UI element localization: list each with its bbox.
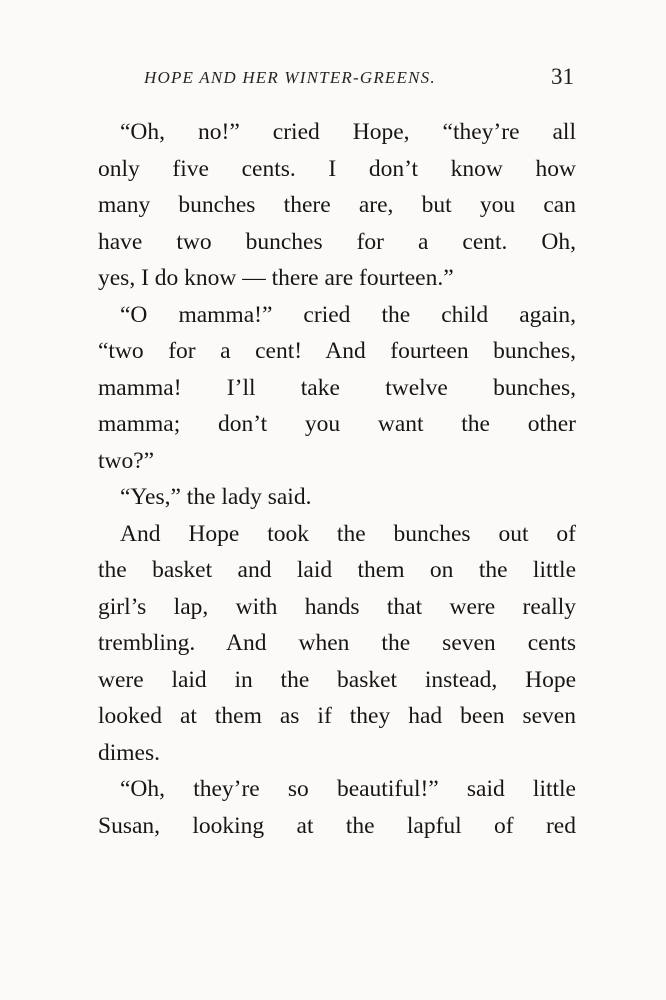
text-line: mamma! I’ll take twelve bunches,	[98, 374, 576, 401]
text-line: many bunches there are, but you can	[98, 192, 576, 218]
text-line: “Oh, they’re so beautiful!” said little	[120, 776, 576, 802]
text-line: two?”	[98, 447, 155, 474]
text-line: And Hope took the bunches out of	[120, 520, 576, 547]
text-line: “Oh, no!” cried Hope, “they’re all	[120, 119, 576, 145]
text-line: mamma; don’t you want the other	[98, 411, 576, 437]
text-line: yes, I do know — there are fourteen.”	[98, 265, 454, 291]
text-line: dimes.	[98, 739, 161, 766]
text-line: “Yes,” the lady said.	[120, 484, 312, 510]
text-line: trembling. And when the seven cents	[98, 630, 576, 656]
text-line: have two bunches for a cent. Oh,	[98, 228, 576, 255]
text-line: “O mamma!” cried the child again,	[120, 301, 576, 328]
text-line: girl’s lap, with hands that were really	[98, 593, 576, 620]
text-line: Susan, looking at the lapful of red	[98, 812, 576, 839]
running-head	[98, 66, 574, 96]
text-line: the basket and laid them on the little	[98, 557, 576, 583]
text-line: “two for a cent! And fourteen bunches,	[98, 338, 576, 364]
text-line: only five cents. I don’t know how	[98, 155, 576, 182]
body-text	[98, 114, 576, 844]
running-title: HOPE AND HER WINTER-GREENS.	[144, 68, 436, 87]
page-number: 31	[551, 64, 574, 89]
text-line: looked at them as if they had been seven	[98, 703, 576, 729]
text-line: were laid in the basket instead, Hope	[98, 666, 576, 693]
